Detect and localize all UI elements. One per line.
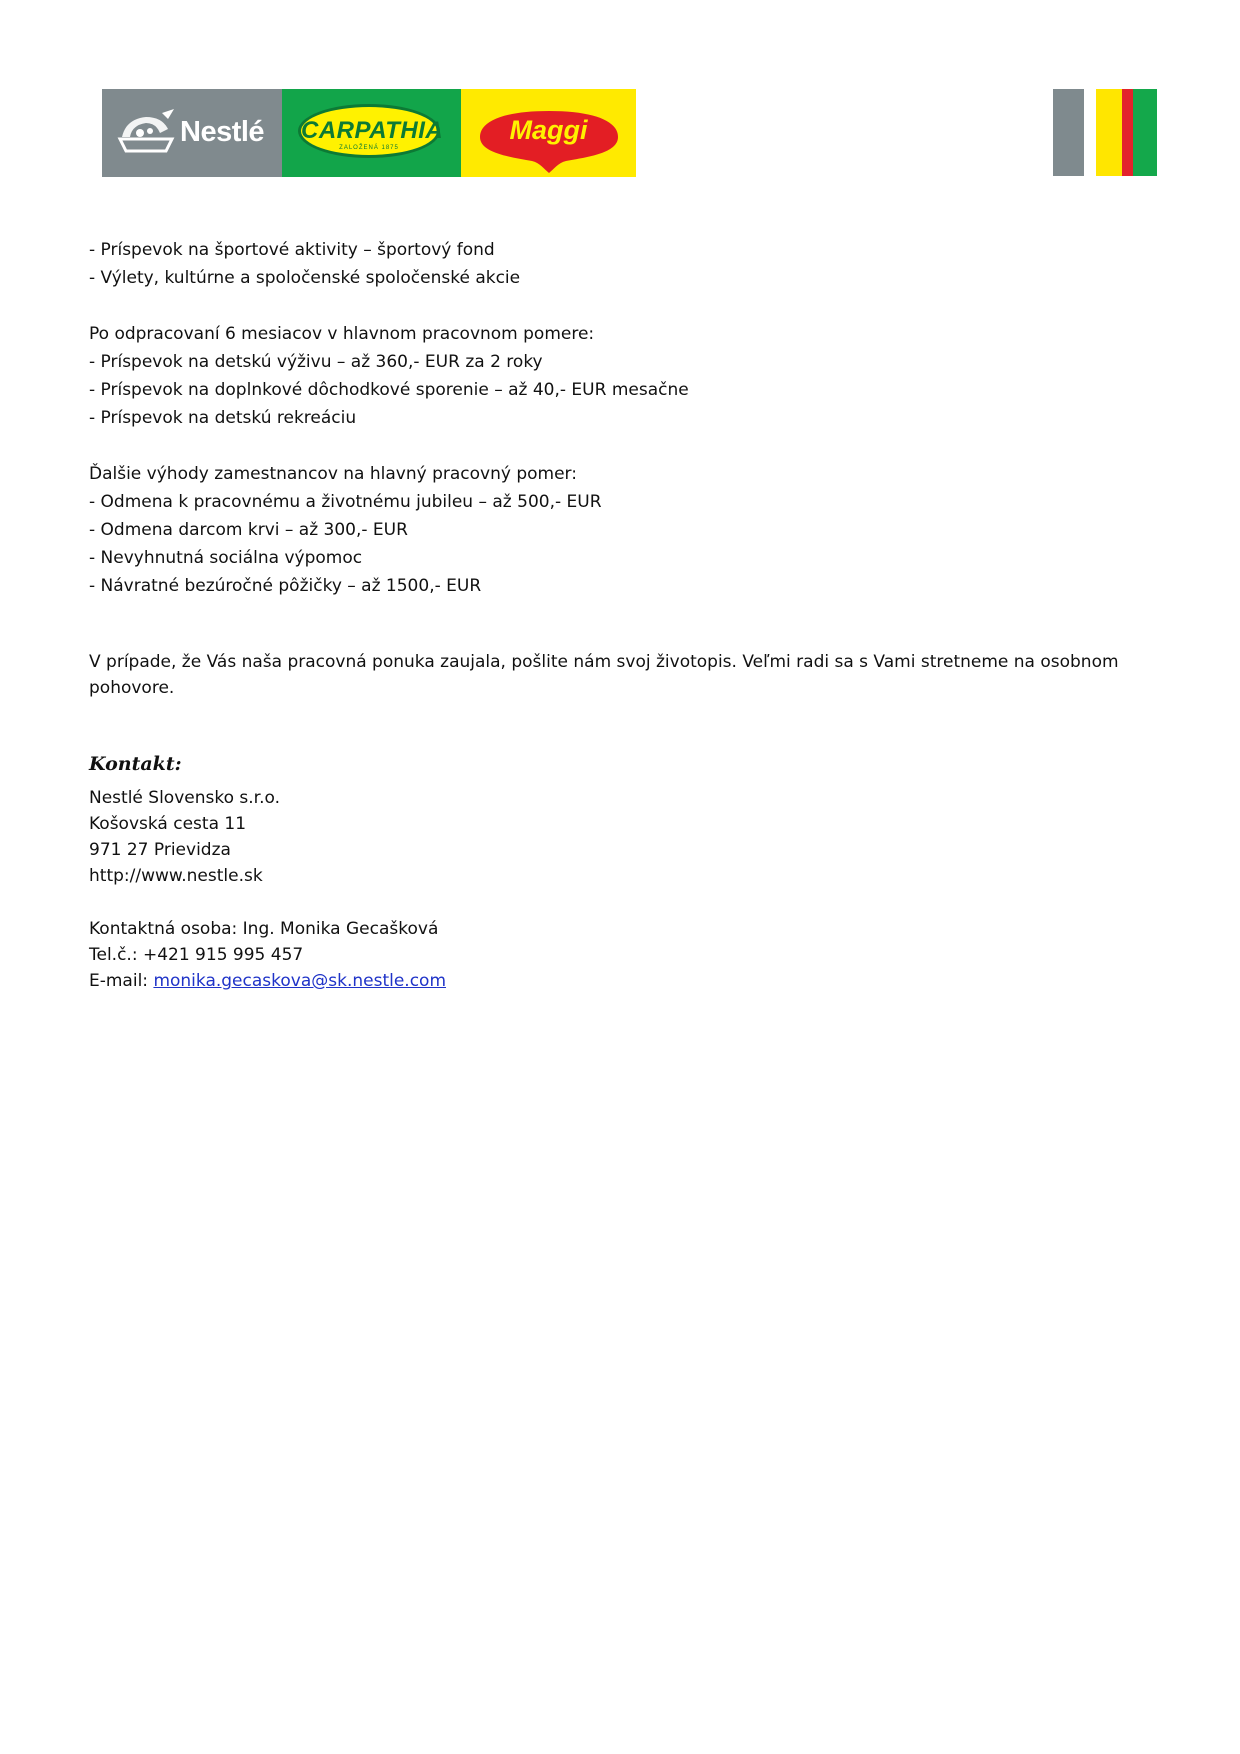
street-address: Košovská cesta 11 — [89, 814, 247, 834]
benefit-item: - Výlety, kultúrne a spoločenské spoločenské akcie — [89, 268, 521, 288]
carpathia-logo-text: CARPATHIA — [301, 117, 444, 144]
brand-color-bars — [1053, 89, 1157, 176]
benefit-item: - Návratné bezúročné pôžičky – až 1500,- EUR — [89, 576, 482, 596]
email-label: E-mail: — [89, 971, 154, 991]
website: http://www.nestle.sk — [89, 866, 263, 886]
benefit-item: - Príspevok na detskú rekreáciu — [89, 408, 357, 428]
contact-block — [89, 785, 1149, 994]
contact-person: Kontaktná osoba: Ing. Monika Gecašková — [89, 919, 439, 939]
green-bar — [1133, 89, 1157, 176]
section-heading-other-benefits: Ďalšie výhody zamestnancov na hlavný pracovný pomer: — [89, 464, 577, 484]
city-address: 971 27 Prievidza — [89, 840, 231, 860]
red-bar — [1122, 89, 1133, 176]
benefit-item: - Nevyhnutná sociálna výpomoc — [89, 548, 363, 568]
email-link[interactable]: monika.gecaskova@sk.nestle.com — [153, 971, 447, 991]
document-body — [89, 236, 1149, 994]
carpathia-oval — [298, 104, 444, 158]
nestle-logo — [102, 89, 282, 177]
section-heading-six-months: Po odpracovaní 6 mesiacov v hlavnom pracovnom pomere: — [89, 324, 595, 344]
nestle-logo-text: Nestlé — [180, 116, 265, 148]
contact-heading: Kontakt: — [89, 753, 182, 775]
email-line — [89, 968, 1149, 994]
company-name: Nestlé Slovensko s.r.o. — [89, 788, 280, 808]
carpathia-logo — [282, 89, 461, 177]
benefit-item: - Príspevok na doplnkové dôchodkové sporenie – až 40,- EUR mesačne — [89, 380, 689, 400]
maggi-logo-text: Maggi — [509, 115, 588, 145]
bar-gap — [1084, 89, 1096, 176]
benefit-item: - Odmena k pracovnému a životnému jubileu – až 500,- EUR — [89, 492, 602, 512]
yellow-bar — [1096, 89, 1122, 176]
logo-banner — [102, 89, 636, 177]
nest-bird-icon — [116, 107, 176, 159]
benefit-item: - Príspevok na detskú výživu – až 360,- EUR za 2 roky — [89, 352, 543, 372]
benefit-item: - Odmena darcom krvi – až 300,- EUR — [89, 520, 408, 540]
grey-bar — [1053, 89, 1084, 176]
carpathia-logo-subtext: ZALOŽENÁ 1875 — [339, 145, 399, 151]
phone-number: Tel.č.: +421 915 995 457 — [89, 945, 304, 965]
closing-paragraph: V prípade, že Vás naša pracovná ponuka zaujala, pošlite nám svoj životopis. Veľmi radi sa s Vami stretneme na osobnom pohovore. — [89, 652, 1119, 698]
benefit-item: - Príspevok na športové aktivity – športový fond — [89, 240, 495, 260]
maggi-logo — [461, 89, 636, 177]
